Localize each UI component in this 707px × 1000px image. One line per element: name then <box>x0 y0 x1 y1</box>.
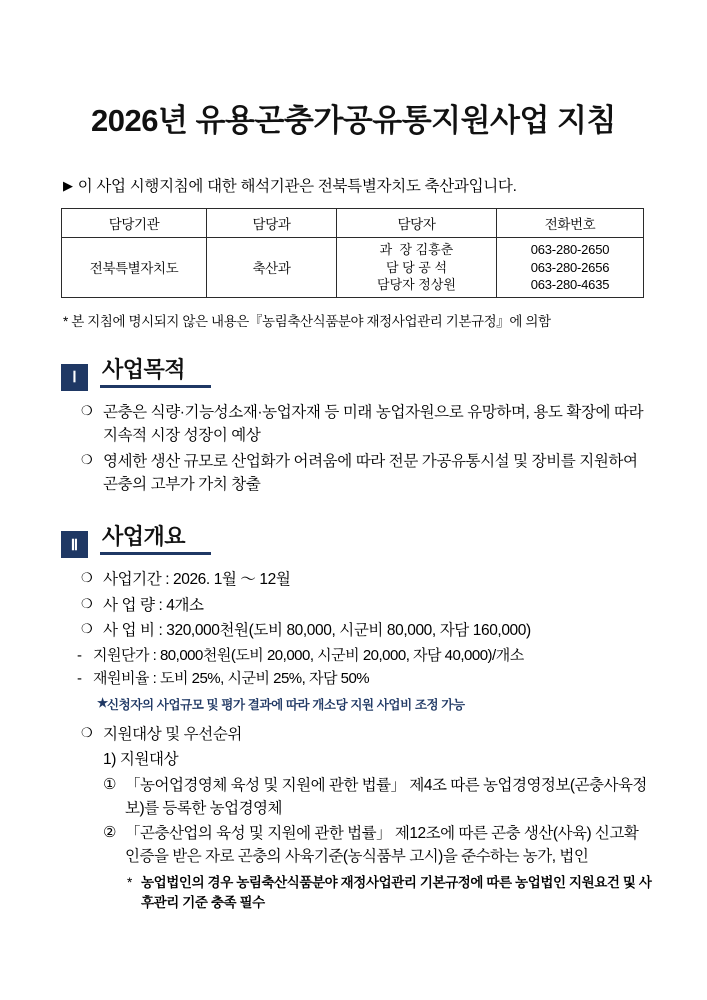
section-purpose <box>55 358 652 497</box>
column-header-org: 담당기관 <box>62 209 207 238</box>
column-header-person: 담당자 <box>337 209 497 238</box>
corporation-requirement-note <box>55 873 652 914</box>
dash-marker-icon: - <box>77 646 82 664</box>
table-header-row <box>62 209 644 238</box>
sub-item-text: 재원비율 : 도비 25%, 시군비 25%, 자담 50% <box>93 670 370 688</box>
list-item-text: 사 업 량 : 4개소 <box>103 596 204 614</box>
list-item-text: 사업기간 : 2026. 1월 ～ 12월 <box>103 571 291 589</box>
circled-item-text: 「곤충산업의 육성 및 지원에 관한 법률」 제12조에 따른 곤충 생산(사육) 신고확인증을 받은 자로 곤충의 사육기준(농식품부 고시)을 준수하는 농가, 법인 <box>125 825 639 866</box>
circle-bullet-icon: ❍ <box>81 724 93 740</box>
phone-line: 063-280-4635 <box>530 277 610 293</box>
section-overview <box>55 525 652 913</box>
triangle-marker-icon: ▶ <box>63 178 73 193</box>
circle-bullet-icon: ❍ <box>81 402 93 418</box>
sub-item-unit-price <box>55 645 652 668</box>
page-title: 2026년 유용곤충가공유통지원사업 지침 <box>91 103 616 138</box>
regulation-note: * 본 지침에 명시되지 않은 내용은『농림축산식품분야 재정사업관리 기본규정』에 의함 <box>63 313 551 329</box>
section-title-wrap <box>100 358 211 391</box>
list-item <box>81 594 652 618</box>
section-title: 사업목적 <box>102 356 186 382</box>
person-line: 담당자 정상원 <box>377 277 456 293</box>
list-item-text: 영세한 생산 규모로 산업화가 어려움에 따라 전문 가공유통시설 및 장비를 지원하여 곤충의 고부가 가치 창출 <box>103 452 638 494</box>
list-item <box>81 568 652 592</box>
sub-item-funding-ratio <box>55 668 652 691</box>
list-item <box>81 450 652 497</box>
cell-persons <box>337 238 497 298</box>
cell-phones <box>497 238 644 298</box>
circle-bullet-icon: ❍ <box>81 621 93 637</box>
circled-item-2 <box>55 822 652 869</box>
section-title: 사업개요 <box>102 524 186 550</box>
section-number: Ⅱ <box>61 531 88 558</box>
purpose-list <box>55 401 652 497</box>
list-item-text: 사 업 비 : 320,000천원(도비 80,000, 시군비 80,000, 자담 160,000) <box>103 622 531 640</box>
adjustment-note <box>55 695 652 713</box>
list-item <box>81 619 652 643</box>
circled-item-text: 「농어업경영체 육성 및 지원에 관한 법률」 제4조 따른 농업경영정보(곤충사육정보)를 등록한 농업경영체 <box>125 776 647 817</box>
overview-list <box>55 568 652 643</box>
section-header <box>61 358 652 391</box>
star-marker-icon: ★ <box>97 695 108 710</box>
column-header-phone: 전화번호 <box>497 209 644 238</box>
column-header-dept: 담당과 <box>207 209 337 238</box>
cell-dept: 축산과 <box>207 238 337 298</box>
contact-table <box>61 208 644 298</box>
person-line: 과 장 김흥춘 <box>379 242 454 257</box>
section-underline <box>100 552 211 555</box>
list-item <box>81 723 652 747</box>
circled-number-icon: ② <box>103 824 116 842</box>
sub-item-text: 지원단가 : 80,000천원(도비 20,000, 시군비 20,000, 자담 40,000)/개소 <box>93 646 524 664</box>
phone-line: 063-280-2650 <box>530 242 610 257</box>
asterisk-marker-icon: * <box>127 874 132 890</box>
section-underline <box>100 385 211 388</box>
person-line: 담 당 공 석 <box>385 259 448 275</box>
circle-bullet-icon: ❍ <box>81 595 93 611</box>
list-item-text: 곤충은 식량·기능성소재·농업자재 등 미래 농업자원으로 유망하며, 용도 확장에 따라 지속적 시장 성장이 예상 <box>103 403 644 445</box>
section-number: Ⅰ <box>61 364 88 391</box>
circled-number-icon: ① <box>103 775 116 793</box>
dash-marker-icon: - <box>77 670 82 688</box>
section-title-wrap <box>100 525 211 558</box>
corporation-requirement-text: 농업법인의 경우 농림축산식품분야 재정사업관리 기본규정에 따른 농업법인 지원요건 및 사후관리 기준 충족 필수 <box>141 874 652 910</box>
circled-item-1 <box>55 774 652 821</box>
circle-bullet-icon: ❍ <box>81 570 93 586</box>
intro-line <box>63 174 652 196</box>
eligibility-list <box>55 723 652 747</box>
cell-org: 전북특별자치도 <box>62 238 207 298</box>
table-row <box>62 238 644 298</box>
list-item-text: 지원대상 및 우선순위 <box>103 725 242 743</box>
phone-line: 063-280-2656 <box>530 259 610 275</box>
section-header <box>61 525 652 558</box>
numbered-item-target: 1) 지원대상 <box>103 751 179 769</box>
circle-bullet-icon: ❍ <box>81 451 93 467</box>
adjustment-note-text: 신청자의 사업규모 및 평가 결과에 따라 개소당 지원 사업비 조정 가능 <box>107 697 465 712</box>
intro-text: 이 사업 시행지침에 대한 해석기관은 전북특별자치도 축산과입니다. <box>77 178 517 195</box>
list-item <box>81 401 652 448</box>
